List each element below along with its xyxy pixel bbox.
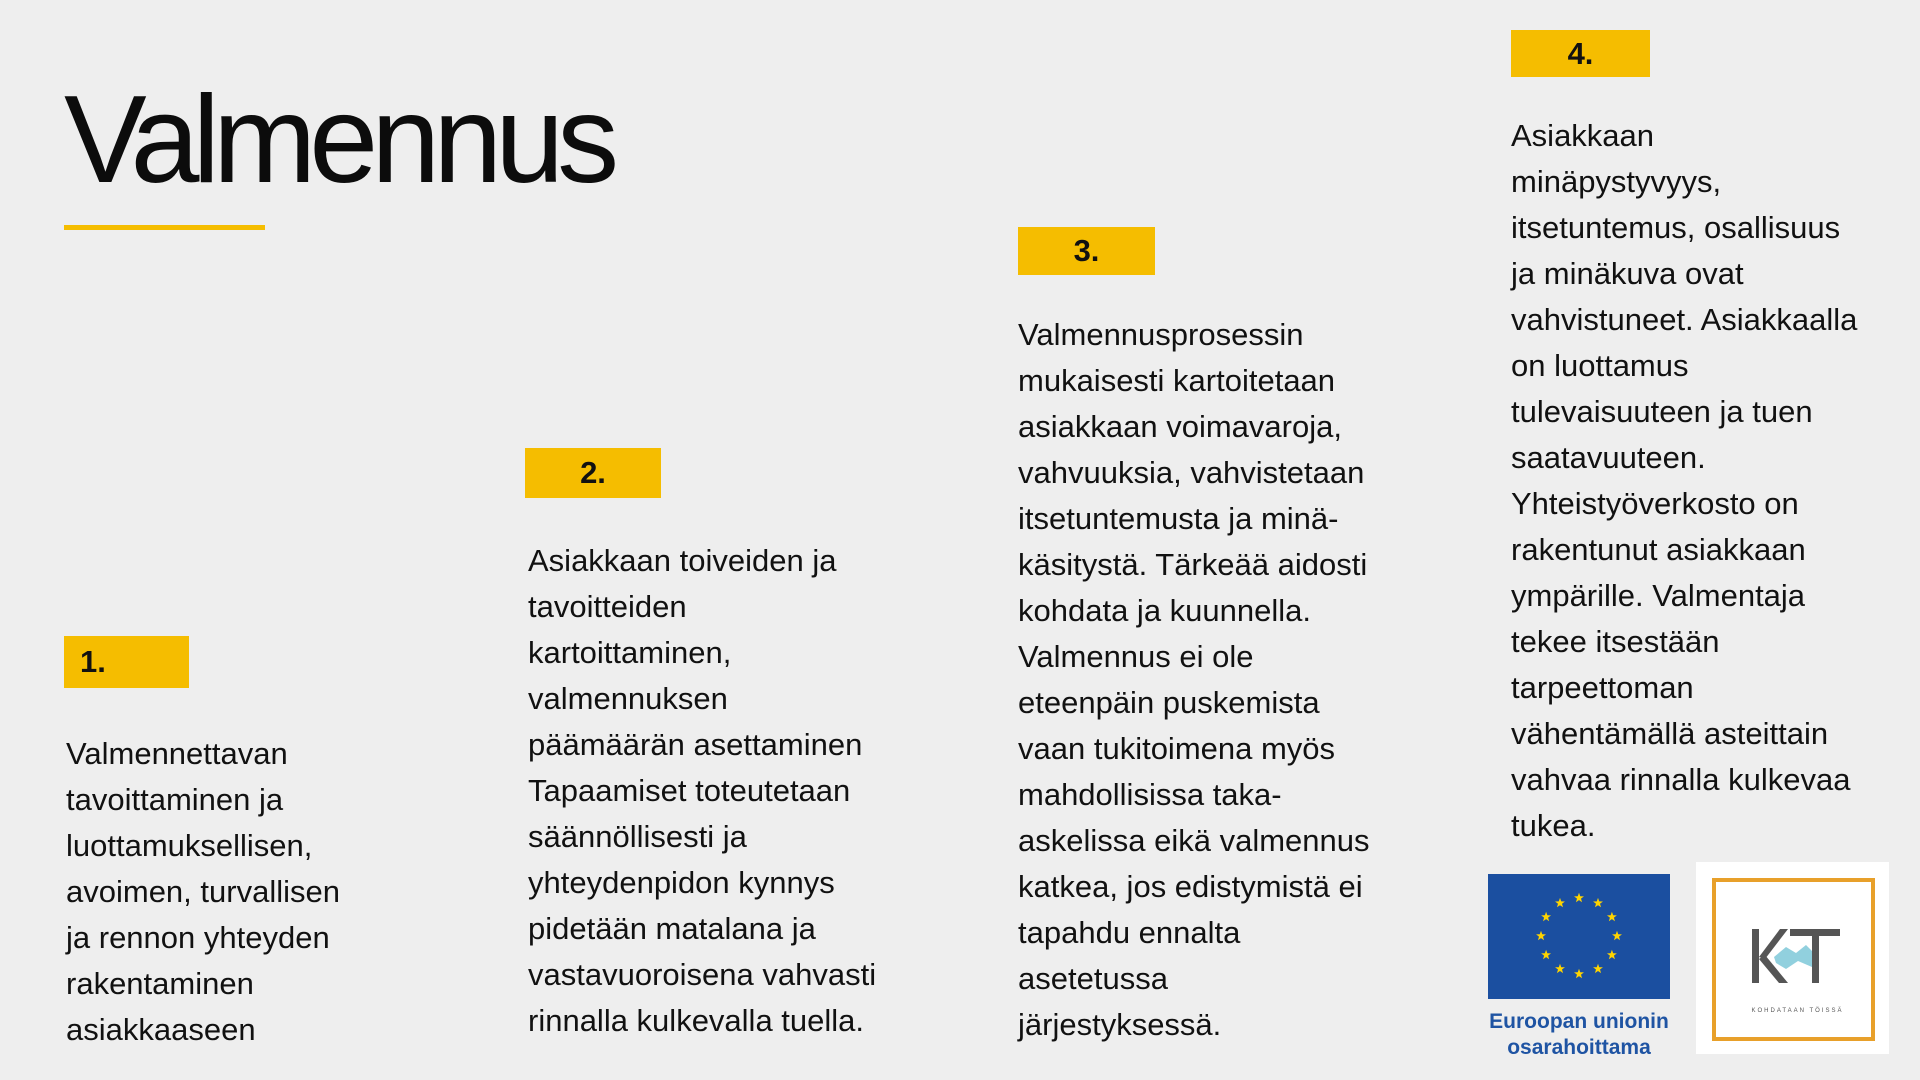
step-3-text	[1018, 312, 1370, 1048]
kt-logo-icon	[1746, 927, 1846, 987]
step-3-line: käsitystä. Tärkeää aidosti	[1018, 547, 1368, 582]
step-3-line: vahvuuksia, vahvistetaan	[1018, 455, 1365, 490]
step-4-line: tulevaisuuteen ja tuen	[1511, 394, 1813, 429]
step-3-number: 3.	[1073, 233, 1100, 268]
eu-caption-line-1: Euroopan unionin	[1489, 1010, 1669, 1033]
step-2-text	[528, 538, 876, 1044]
step-1-number: 1.	[80, 644, 106, 679]
step-4-line: vähentämällä asteittain	[1511, 716, 1829, 751]
step-4-line: tekee itsestään	[1511, 624, 1720, 659]
step-3-badge	[1018, 227, 1155, 275]
step-4-badge	[1511, 30, 1650, 77]
step-1-line: asiakkaaseen	[66, 1012, 256, 1047]
step-1-line: avoimen, turvallisen	[66, 874, 340, 909]
step-4-line: tukea.	[1511, 808, 1596, 843]
step-1-line: rakentaminen	[66, 966, 254, 1001]
step-1-badge	[64, 636, 189, 688]
step-4-line: minäpystyvyys,	[1511, 164, 1722, 199]
step-1-line: ja rennon yhteyden	[66, 920, 330, 955]
eu-caption-line-2: osarahoittama	[1507, 1036, 1651, 1059]
step-3-line: askelissa eikä valmennus	[1018, 823, 1370, 858]
title-underline	[64, 225, 265, 230]
step-4-line: on luottamus	[1511, 348, 1689, 383]
step-2-number: 2.	[580, 455, 606, 490]
step-2-line: kartoittaminen,	[528, 635, 732, 670]
kt-logo	[1696, 862, 1889, 1054]
step-3-line: tapahdu ennalta	[1018, 915, 1241, 950]
step-4-line: vahvaa rinnalla kulkevaa	[1511, 762, 1851, 797]
step-4-line: tarpeettoman	[1511, 670, 1694, 705]
step-2-line: Tapaamiset toteutetaan	[528, 773, 851, 808]
step-3-line: vaan tukitoimena myös	[1018, 731, 1336, 766]
eu-caption	[1478, 1009, 1680, 1061]
step-1-line: Valmennettavan	[66, 736, 288, 771]
kt-logo-frame	[1712, 878, 1875, 1041]
step-3-line: katkea, jos edistymistä ei	[1018, 869, 1363, 904]
step-3-line: Valmennus ei ole	[1018, 639, 1254, 674]
step-2-line: tavoitteiden	[528, 589, 687, 624]
step-3-line: järjestyksessä.	[1018, 1007, 1222, 1042]
step-4-line: ja minäkuva ovat	[1511, 256, 1744, 291]
step-4-line: ympärille. Valmentaja	[1511, 578, 1806, 613]
step-2-line: säännöllisesti ja	[528, 819, 747, 854]
step-3-line: eteenpäin puskemista	[1018, 685, 1320, 720]
step-4-line: vahvistuneet. Asiakkaalla	[1511, 302, 1858, 337]
page-title: Valmennus	[64, 71, 613, 209]
step-3-line: asetetussa	[1018, 961, 1168, 996]
step-3-line: mukaisesti kartoitetaan	[1018, 363, 1336, 398]
step-1-line: luottamuksellisen,	[66, 828, 313, 863]
eu-flag-icon	[1488, 874, 1670, 999]
step-4-line: Asiakkaan	[1511, 118, 1655, 153]
step-3-line: asiakkaan voimavaroja,	[1018, 409, 1342, 444]
step-3-line: mahdollisissa taka-	[1018, 777, 1282, 812]
step-2-line: rinnalla kulkevalla tuella.	[528, 1003, 865, 1038]
step-2-line: vastavuoroisena vahvasti	[528, 957, 877, 992]
step-4-line: rakentunut asiakkaan	[1511, 532, 1806, 567]
step-3-line: itsetuntemusta ja minä-	[1018, 501, 1339, 536]
step-2-line: yhteydenpidon kynnys	[528, 865, 835, 900]
step-2-line: Asiakkaan toiveiden ja	[528, 543, 837, 578]
step-4-number: 4.	[1567, 35, 1594, 71]
step-1-line: tavoittaminen ja	[66, 782, 284, 817]
kt-caption: KOHDATAAN TÖISSÄ	[1751, 1008, 1844, 1014]
step-2-badge	[525, 448, 661, 498]
step-1-text	[66, 731, 340, 1053]
step-4-line: saatavuuteen.	[1511, 440, 1706, 475]
step-3-line: kohdata ja kuunnella.	[1018, 593, 1312, 628]
step-2-line: valmennuksen	[528, 681, 728, 716]
step-4-line: Yhteistyöverkosto on	[1511, 486, 1799, 521]
step-2-line: päämäärän asettaminen	[528, 727, 863, 762]
step-3-line: Valmennusprosessin	[1018, 317, 1304, 352]
step-4-line: itsetuntemus, osallisuus	[1511, 210, 1841, 245]
step-2-line: pidetään matalana ja	[528, 911, 816, 946]
step-4-text	[1511, 113, 1857, 849]
